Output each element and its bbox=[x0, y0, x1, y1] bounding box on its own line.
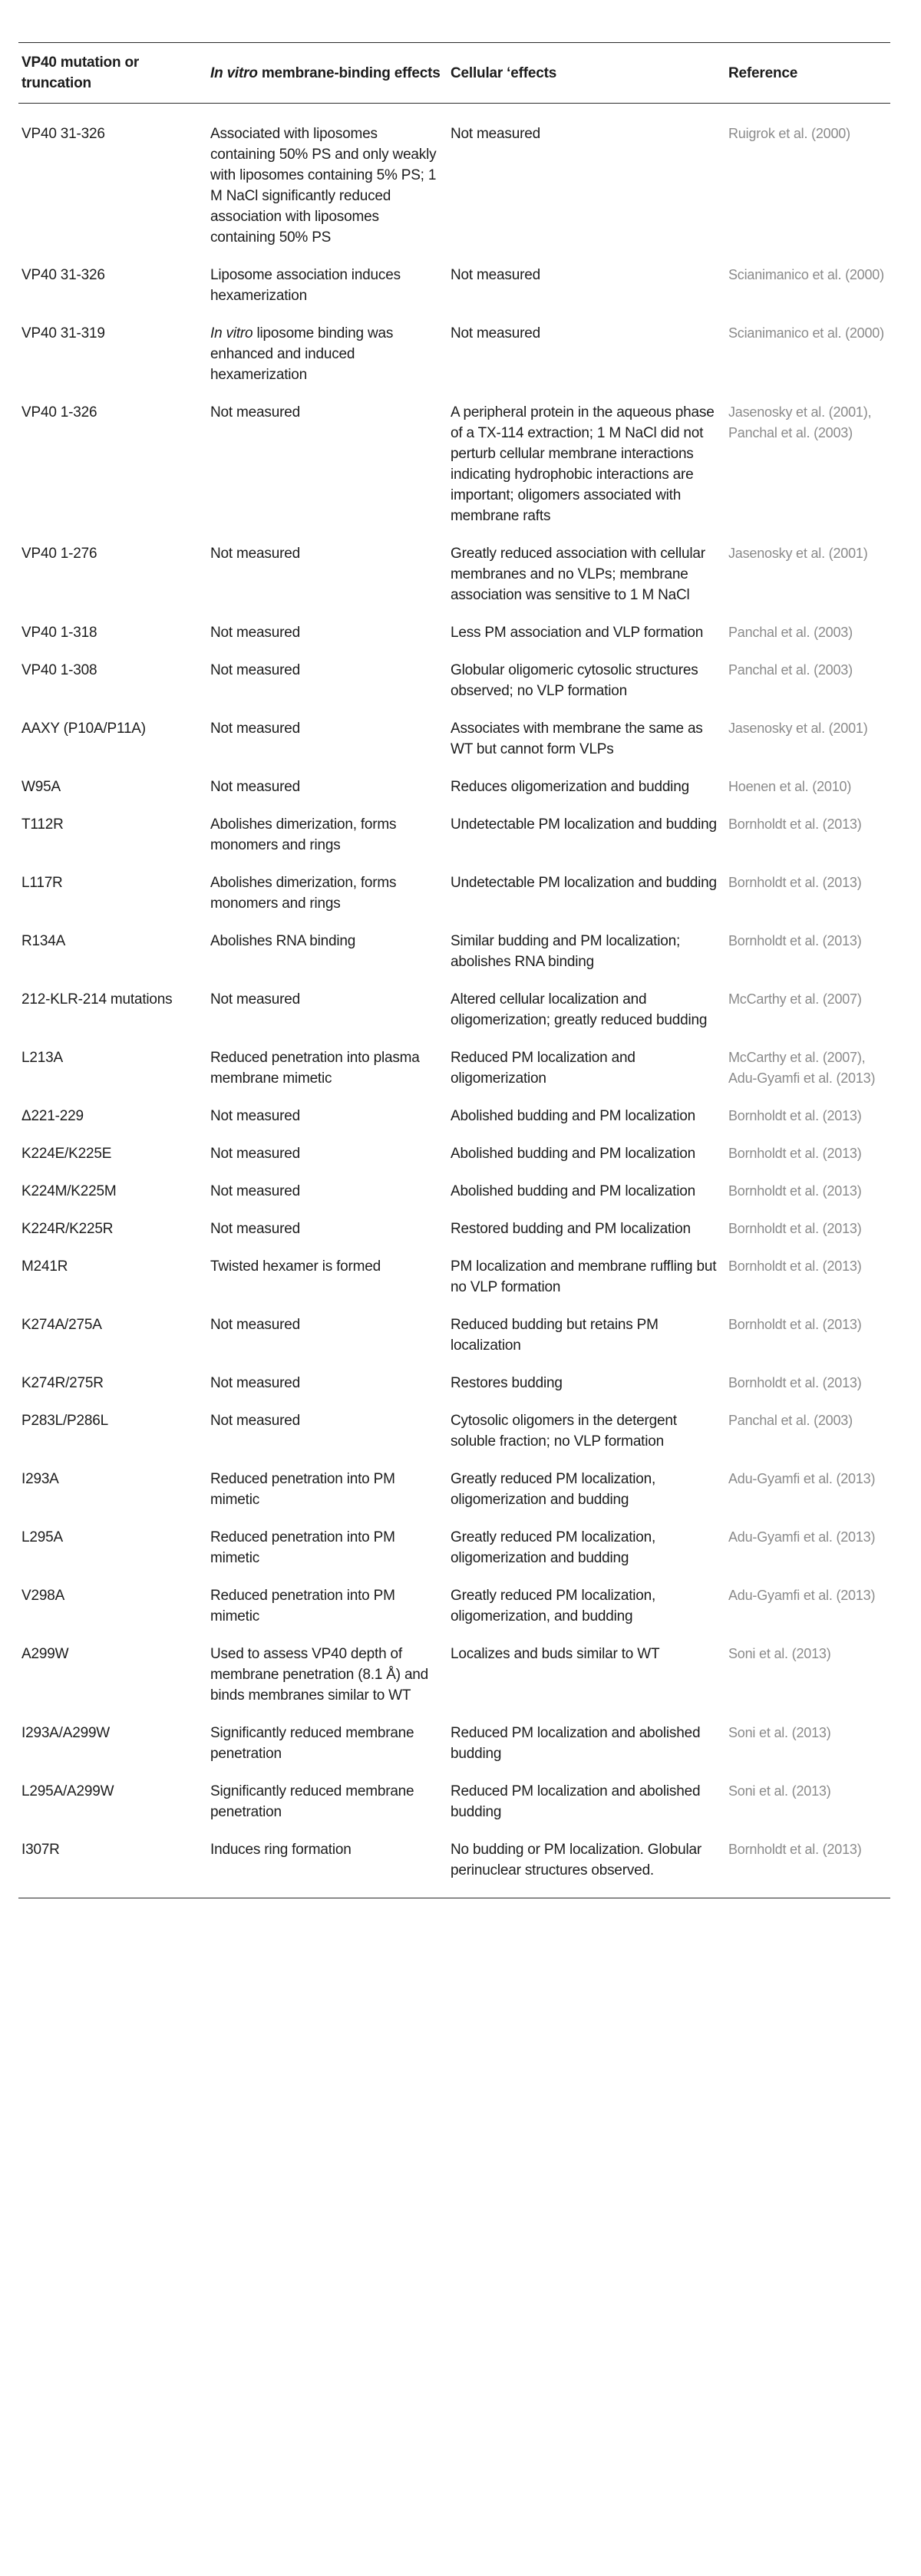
cell-invitro: Liposome association induces hexamerization bbox=[210, 267, 401, 304]
cell-cellular: No budding or PM localization. Globular perinuclear structures observed. bbox=[451, 1842, 701, 1878]
cell-cellular: Associates with membrane the same as WT but cannot form VLPs bbox=[451, 721, 703, 757]
cell-mutation: L117R bbox=[21, 875, 63, 891]
cell-cellular: Greatly reduced PM localization, oligomerization and budding bbox=[451, 1529, 656, 1566]
cell-cellular: Not measured bbox=[451, 325, 540, 341]
cell-cellular: Reduced PM localization and oligomerization bbox=[451, 1050, 635, 1087]
cell-reference: Adu-Gyamfi et al. (2013) bbox=[728, 1588, 876, 1603]
cell-invitro: Abolishes dimerization, forms monomers and rings bbox=[210, 875, 397, 912]
table-row bbox=[18, 265, 890, 306]
cell-cellular: Greatly reduced PM localization, oligomerization, and budding bbox=[451, 1588, 656, 1624]
cell-mutation: VP40 31-326 bbox=[21, 267, 105, 283]
cell-invitro: Reduced penetration into PM mimetic bbox=[210, 1588, 395, 1624]
table-row bbox=[18, 660, 890, 701]
cell-invitro: Not measured bbox=[210, 1413, 300, 1429]
table-row bbox=[18, 1314, 890, 1356]
cell-reference: Soni et al. (2013) bbox=[728, 1783, 831, 1799]
cell-cellular: Globular oligomeric cytosolic structures observed; no VLP formation bbox=[451, 662, 698, 699]
cell-invitro: Twisted hexamer is formed bbox=[210, 1258, 381, 1275]
cell-invitro: Significantly reduced membrane penetration bbox=[210, 1783, 414, 1820]
cell-reference: McCarthy et al. (2007), Adu-Gyamfi et al. (2013) bbox=[728, 1050, 876, 1086]
table-row bbox=[18, 1723, 890, 1764]
cell-reference: Hoenen et al. (2010) bbox=[728, 779, 852, 794]
cell-mutation: L295A/A299W bbox=[21, 1783, 114, 1799]
cell-mutation: I293A bbox=[21, 1471, 59, 1487]
cell-cellular: Altered cellular localization and oligomerization; greatly reduced budding bbox=[451, 991, 708, 1028]
cell-reference: Panchal et al. (2003) bbox=[728, 662, 853, 678]
cell-cellular: A peripheral protein in the aqueous phase of a TX-114 extraction; 1 M NaCl did not perturb cellular membrane interactions indicating hydrophobic interactions are important; oligomers associated with membrane rafts bbox=[451, 404, 715, 524]
table-row bbox=[18, 1143, 890, 1164]
cell-cellular: Cytosolic oligomers in the detergent soluble fraction; no VLP formation bbox=[451, 1413, 677, 1450]
table-row bbox=[18, 931, 890, 972]
cell-reference: Scianimanico et al. (2000) bbox=[728, 325, 884, 341]
cell-invitro: Not measured bbox=[210, 1317, 300, 1333]
table-row bbox=[18, 1527, 890, 1568]
cell-cellular: Similar budding and PM localization; abolishes RNA binding bbox=[451, 933, 681, 970]
cell-invitro bbox=[210, 323, 451, 385]
cell-mutation: K274A/275A bbox=[21, 1317, 102, 1333]
table-body bbox=[18, 104, 890, 1881]
cell-cellular: Reduces oligomerization and budding bbox=[451, 779, 689, 795]
cell-mutation: K224M/K225M bbox=[21, 1183, 117, 1199]
cell-invitro: Not measured bbox=[210, 779, 300, 795]
cell-reference: Bornholdt et al. (2013) bbox=[728, 1221, 862, 1236]
cell-cellular: PM localization and membrane ruffling but no VLP formation bbox=[451, 1258, 717, 1295]
table-row bbox=[18, 777, 890, 797]
cell-mutation: K224E/K225E bbox=[21, 1146, 112, 1162]
cell-invitro: Abolishes RNA binding bbox=[210, 933, 356, 949]
cell-reference: Bornholdt et al. (2013) bbox=[728, 1258, 862, 1274]
cell-reference: Soni et al. (2013) bbox=[728, 1646, 831, 1661]
cell-cellular: Not measured bbox=[451, 126, 540, 142]
cell-reference: Bornholdt et al. (2013) bbox=[728, 816, 862, 832]
table-row bbox=[18, 124, 890, 248]
cell-mutation: K274R/275R bbox=[21, 1375, 104, 1391]
table-row bbox=[18, 1181, 890, 1202]
cell-reference: Ruigrok et al. (2000) bbox=[728, 126, 850, 141]
cell-mutation: 212-KLR-214 mutations bbox=[21, 991, 173, 1008]
cell-reference: Jasenosky et al. (2001) bbox=[728, 721, 868, 736]
cell-mutation: VP40 31-326 bbox=[21, 126, 105, 142]
cell-mutation: T112R bbox=[21, 816, 64, 833]
cell-mutation: L295A bbox=[21, 1529, 63, 1545]
cell-invitro: Not measured bbox=[210, 991, 300, 1008]
table-row bbox=[18, 718, 890, 760]
cell-mutation: VP40 1-326 bbox=[21, 404, 97, 421]
cell-reference: Bornholdt et al. (2013) bbox=[728, 875, 862, 890]
header-invitro-italic: In vitro bbox=[210, 64, 258, 81]
cell-cellular: Restores budding bbox=[451, 1375, 563, 1391]
cell-mutation: K224R/K225R bbox=[21, 1221, 114, 1237]
cell-mutation: I293A/A299W bbox=[21, 1725, 111, 1741]
cell-mutation: I307R bbox=[21, 1842, 60, 1858]
cell-invitro: Not measured bbox=[210, 1221, 300, 1237]
cell-reference: Panchal et al. (2003) bbox=[728, 625, 853, 640]
cell-invitro: Not measured bbox=[210, 1146, 300, 1162]
cell-mutation: A299W bbox=[21, 1646, 69, 1662]
cell-mutation: L213A bbox=[21, 1050, 63, 1066]
cell-cellular: Abolished budding and PM localization bbox=[451, 1183, 695, 1199]
table-row bbox=[18, 872, 890, 914]
table-row bbox=[18, 1839, 890, 1881]
cell-cellular: Reduced PM localization and abolished budding bbox=[451, 1725, 701, 1762]
header-cellular: Cellular ‘effects bbox=[451, 64, 557, 81]
cell-cellular: Undetectable PM localization and budding bbox=[451, 816, 717, 833]
cell-invitro: Reduced penetration into PM mimetic bbox=[210, 1471, 395, 1508]
cell-cellular: Greatly reduced PM localization, oligomerization and budding bbox=[451, 1471, 656, 1508]
cell-cellular: Reduced budding but retains PM localization bbox=[451, 1317, 659, 1354]
cell-invitro: Not measured bbox=[210, 1108, 300, 1124]
cell-reference: Adu-Gyamfi et al. (2013) bbox=[728, 1529, 876, 1545]
cell-mutation: W95A bbox=[21, 779, 61, 795]
cell-reference: Bornholdt et al. (2013) bbox=[728, 1183, 862, 1199]
cell-mutation: P283L/P286L bbox=[21, 1413, 108, 1429]
table-row bbox=[18, 1373, 890, 1394]
table-row bbox=[18, 989, 890, 1031]
table-row bbox=[18, 1781, 890, 1822]
cell-mutation: R134A bbox=[21, 933, 66, 949]
table-row bbox=[18, 1256, 890, 1298]
cell-mutation: AAXY (P10A/P11A) bbox=[21, 721, 146, 737]
cell-invitro: Reduced penetration into PM mimetic bbox=[210, 1529, 395, 1566]
cell-cellular: Abolished budding and PM localization bbox=[451, 1108, 695, 1124]
table-row bbox=[18, 1106, 890, 1126]
cell-mutation: VP40 1-276 bbox=[21, 546, 97, 562]
cell-invitro: Not measured bbox=[210, 546, 300, 562]
cell-cellular: Undetectable PM localization and budding bbox=[451, 875, 717, 891]
header-mutation: VP40 mutation or truncation bbox=[21, 54, 140, 91]
cell-cellular: Reduced PM localization and abolished budding bbox=[451, 1783, 701, 1820]
cell-mutation: Δ221-229 bbox=[21, 1108, 84, 1124]
table-row bbox=[18, 1644, 890, 1706]
header-invitro-rest: membrane-binding effects bbox=[257, 64, 441, 81]
header-reference: Reference bbox=[728, 64, 798, 81]
table-row bbox=[18, 622, 890, 643]
cell-cellular: Less PM association and VLP formation bbox=[451, 625, 704, 641]
cell-cellular: Localizes and buds similar to WT bbox=[451, 1646, 660, 1662]
cell-cellular: Greatly reduced association with cellular membranes and no VLPs; membrane association was sensitive to 1 M NaCl bbox=[451, 546, 705, 603]
cell-reference: Bornholdt et al. (2013) bbox=[728, 933, 862, 948]
vp40-mutation-table bbox=[18, 42, 890, 1898]
cell-mutation: VP40 1-318 bbox=[21, 625, 97, 641]
cell-invitro: Not measured bbox=[210, 625, 300, 641]
table-row bbox=[18, 402, 890, 526]
cell-mutation: VP40 1-308 bbox=[21, 662, 97, 678]
cell-cellular: Not measured bbox=[451, 267, 540, 283]
cell-reference: Scianimanico et al. (2000) bbox=[728, 267, 884, 282]
cell-mutation: VP40 31-319 bbox=[21, 325, 105, 341]
table-row bbox=[18, 1219, 890, 1239]
cell-reference: Bornholdt et al. (2013) bbox=[728, 1317, 862, 1332]
cell-invitro-text: liposome binding was enhanced and induced hexamerization bbox=[210, 325, 394, 383]
cell-reference: Bornholdt et al. (2013) bbox=[728, 1842, 862, 1857]
cell-invitro-italic: In vitro bbox=[210, 325, 253, 341]
cell-mutation: M241R bbox=[21, 1258, 68, 1275]
table-header-row bbox=[18, 43, 890, 103]
cell-invitro: Associated with liposomes containing 50% PS and only weakly with liposomes containing 5% PS; 1 M NaCl significantly reduced association with liposomes containing 50% PS bbox=[210, 126, 437, 246]
cell-reference: Panchal et al. (2003) bbox=[728, 1413, 853, 1428]
cell-invitro: Abolishes dimerization, forms monomers and rings bbox=[210, 816, 397, 853]
cell-invitro: Not measured bbox=[210, 721, 300, 737]
table-row bbox=[18, 814, 890, 856]
cell-cellular: Abolished budding and PM localization bbox=[451, 1146, 695, 1162]
table-row bbox=[18, 1047, 890, 1089]
cell-reference: Bornholdt et al. (2013) bbox=[728, 1375, 862, 1390]
header-invitro bbox=[210, 63, 451, 84]
cell-invitro: Used to assess VP40 depth of membrane penetration (8.1 Å) and binds membranes similar to WT bbox=[210, 1646, 429, 1704]
cell-reference: Jasenosky et al. (2001) bbox=[728, 546, 868, 561]
cell-invitro: Not measured bbox=[210, 1183, 300, 1199]
cell-reference: McCarthy et al. (2007) bbox=[728, 991, 862, 1007]
cell-invitro: Not measured bbox=[210, 404, 300, 421]
cell-invitro: Significantly reduced membrane penetration bbox=[210, 1725, 414, 1762]
table-row bbox=[18, 1410, 890, 1452]
cell-invitro: Not measured bbox=[210, 1375, 300, 1391]
table-row bbox=[18, 543, 890, 605]
cell-invitro: Not measured bbox=[210, 662, 300, 678]
cell-reference: Soni et al. (2013) bbox=[728, 1725, 831, 1740]
cell-mutation: V298A bbox=[21, 1588, 65, 1604]
cell-reference: Bornholdt et al. (2013) bbox=[728, 1146, 862, 1161]
table-row bbox=[18, 323, 890, 385]
cell-invitro: Induces ring formation bbox=[210, 1842, 352, 1858]
cell-invitro: Reduced penetration into plasma membrane mimetic bbox=[210, 1050, 420, 1087]
table-row bbox=[18, 1469, 890, 1510]
cell-reference: Jasenosky et al. (2001), Panchal et al. (2003) bbox=[728, 404, 872, 440]
cell-reference: Adu-Gyamfi et al. (2013) bbox=[728, 1471, 876, 1486]
cell-cellular: Restored budding and PM localization bbox=[451, 1221, 691, 1237]
table-row bbox=[18, 1585, 890, 1627]
cell-reference: Bornholdt et al. (2013) bbox=[728, 1108, 862, 1123]
